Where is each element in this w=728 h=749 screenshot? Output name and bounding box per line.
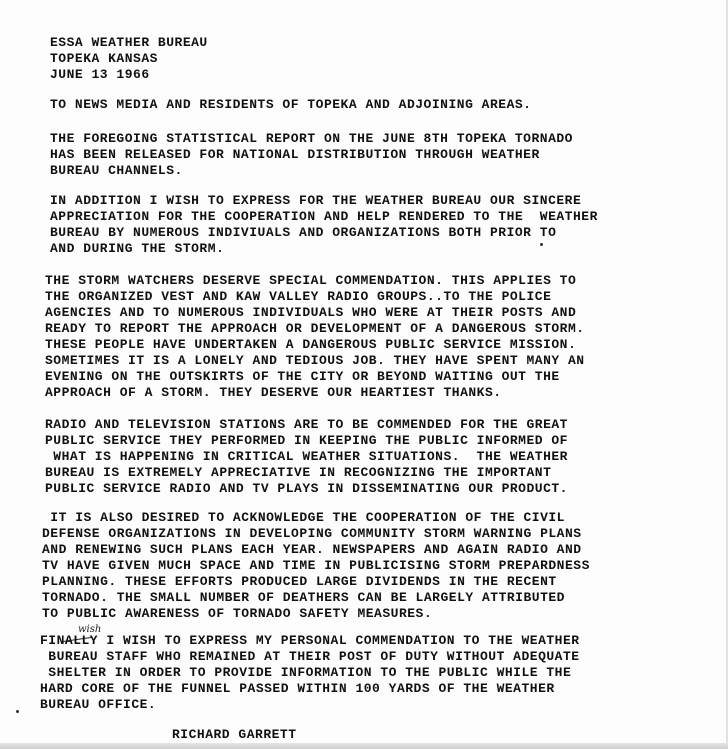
salutation-line: TO NEWS MEDIA AND RESIDENTS OF TOPEKA AND ADJOINING AREAS.	[50, 97, 532, 112]
paragraph-line: APPRECIATION FOR THE COOPERATION AND HELP RENDERED TO THE WEATHER	[50, 209, 598, 224]
scan-edge-bottom	[0, 743, 728, 749]
paragraph-line: THE ORGANIZED VEST AND KAW VALLEY RADIO GROUPS..TO THE POLICE	[45, 289, 552, 304]
paper-speck	[540, 243, 543, 246]
paragraph-radio-television	[45, 417, 568, 497]
paragraph-line: WHAT IS HAPPENING IN CRITICAL WEATHER SITUATIONS. THE WEATHER	[45, 449, 568, 464]
paragraph-line: TV HAVE GIVEN MUCH SPACE AND TIME IN PUBLICISING STORM PREPARDNESS	[42, 558, 590, 573]
paragraph-line: TORNADO. THE SMALL NUMBER OF DEATHERS CAN BE LARGELY ATTRIBUTED	[42, 590, 565, 605]
paragraph-appreciation	[50, 193, 598, 257]
paragraph-line: THE STORM WATCHERS DESERVE SPECIAL COMMENDATION. THIS APPLIES TO	[45, 273, 577, 288]
paragraph-line: EVENING ON THE OUTSKIRTS OF THE CITY OR BEYOND WAITING OUT THE	[45, 369, 560, 384]
paragraph-line: BUREAU BY NUMEROUS INDIVIUALS AND ORGANIZATIONS BOTH PRIOR TO	[50, 225, 557, 240]
paragraph-civil-defense	[42, 510, 590, 622]
salutation	[50, 97, 531, 113]
letterhead-line: TOPEKA KANSAS	[50, 51, 158, 66]
paragraph-line: THESE PEOPLE HAVE UNDERTAKEN A DANGEROUS PUBLIC SERVICE MISSION.	[45, 337, 577, 352]
signature-name	[172, 727, 297, 743]
paragraph-line: PUBLIC SERVICE RADIO AND TV PLAYS IN DISSEMINATING OUR PRODUCT.	[45, 481, 568, 496]
paragraph-line: PUBLIC SERVICE THEY PERFORMED IN KEEPING THE PUBLIC INFORMED OF	[45, 433, 568, 448]
paragraph-line: DEFENSE ORGANIZATIONS IN DEVELOPING COMMUNITY STORM WARNING PLANS	[42, 526, 582, 541]
paragraph-line: IT IS ALSO DESIRED TO ACKNOWLEDGE THE COOPERATION OF THE CIVIL	[42, 510, 565, 525]
paragraph-staff-commendation	[40, 633, 580, 713]
paragraph-line: BUREAU IS EXTREMELY APPRECIATIVE IN RECOGNIZING THE IMPORTANT	[45, 465, 552, 480]
paragraph-line: SHELTER IN ORDER TO PROVIDE INFORMATION TO THE PUBLIC WHILE THE	[40, 665, 572, 680]
paragraph-line: SOMETIMES IT IS A LONELY AND TEDIOUS JOB. THEY HAVE SPENT MANY AN	[45, 353, 585, 368]
paragraph-line: HARD CORE OF THE FUNNEL PASSED WITHIN 100 YARDS OF THE WEATHER	[40, 681, 555, 696]
paragraph-line: BUREAU OFFICE.	[40, 697, 157, 712]
paragraph-line: IN ADDITION I WISH TO EXPRESS FOR THE WEATHER BUREAU OUR SINCERE	[50, 193, 582, 208]
paragraph-line: BUREAU STAFF WHO REMAINED AT THEIR POST OF DUTY WITHOUT ADEQUATE	[40, 649, 580, 664]
letterhead-line: ESSA WEATHER BUREAU	[50, 35, 208, 50]
paragraph-line: BUREAU CHANNELS.	[50, 163, 183, 178]
paragraph-line: RADIO AND TELEVISION STATIONS ARE TO BE COMMENDED FOR THE GREAT	[45, 417, 568, 432]
paragraph-storm-watchers	[45, 273, 585, 401]
paragraph-line: THE FOREGOING STATISTICAL REPORT ON THE JUNE 8TH TOPEKA TORNADO	[50, 131, 573, 146]
paragraph-line: FINALLY I WISH TO EXPRESS MY PERSONAL COMMENDATION TO THE WEATHER	[40, 633, 580, 648]
paragraph-line: AND RENEWING SUCH PLANS EACH YEAR. NEWSPAPERS AND AGAIN RADIO AND	[42, 542, 582, 557]
paragraph-line: APPROACH OF A STORM. THEY DESERVE OUR HEARTIEST THANKS.	[45, 385, 502, 400]
signature-line: RICHARD GARRETT	[172, 727, 297, 742]
paper-speck	[16, 710, 19, 713]
paragraph-line: AGENCIES AND TO NUMEROUS INDIVIDUALS WHO WERE AT THEIR POSTS AND	[45, 305, 577, 320]
paragraph-line: AND DURING THE STORM.	[50, 241, 225, 256]
letterhead	[50, 35, 208, 83]
paragraph-line: TO PUBLIC AWARENESS OF TORNADO SAFETY MEASURES.	[42, 606, 433, 621]
handwritten-correction: wish	[78, 624, 102, 635]
paragraph-line: HAS BEEN RELEASED FOR NATIONAL DISTRIBUTION THROUGH WEATHER	[50, 147, 540, 162]
paragraph-line: READY TO REPORT THE APPROACH OR DEVELOPMENT OF A DANGEROUS STORM.	[45, 321, 585, 336]
letter-date: JUNE 13 1966	[50, 67, 150, 82]
paragraph-line: PLANNING. THESE EFFORTS PRODUCED LARGE DIVIDENDS IN THE RECENT	[42, 574, 557, 589]
paragraph-statistical-report	[50, 131, 573, 179]
